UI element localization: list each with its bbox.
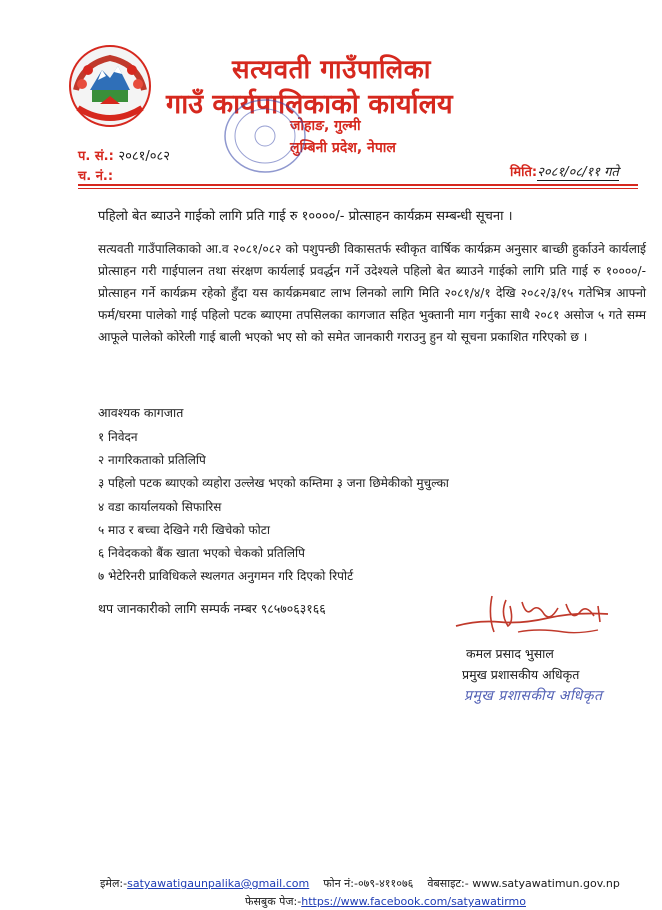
reference-label: प. सं.: — [78, 149, 114, 164]
reference-number — [78, 146, 170, 164]
header-divider-top — [78, 184, 638, 186]
documents-list — [98, 426, 449, 588]
address-line-2: लुम्बिनी प्रदेश, नेपाल — [290, 140, 396, 156]
reference-value: २०८१/०८२ — [118, 149, 171, 164]
signatory-stamp: प्रमुख प्रशासकीय अधिकृत — [464, 688, 603, 704]
office-stamp-icon — [222, 96, 308, 176]
notice-subject: पहिलो बेत ब्याउने गाईको लागि प्रति गाई रु १००००/- प्रोत्साहन कार्यक्रम सम्बन्धी सूचना । — [98, 209, 513, 224]
list-item: ४ वडा कार्यालयको सिफारिस — [98, 499, 222, 514]
notice-body: सत्यवती गाउँपालिकाको आ.व २०८१/०८२ को पशुपन्छी विकासतर्फ स्वीकृत वार्षिक कार्यक्रम अनुसार बाच्छी हुर्काउने कार्यलाई प्रोत्साहन गरी गाईपालन तथा संरक्षण कार्यलाई प्रवर्द्धन गर्ने उदेश्यले पहिलो बेत ब्याउने गाईको लागि प्रति गाई रु १००००/-प्रोत्साहन गर्ने कार्यक्रम रहेको हुँदा यस कार्यक्रमबाट लाभ लिनको लागि मिति २०८१/४/१ देखि २०८२/३/१५ गतेभित्र आफ्नो फर्म/घरमा पालेको गाई पहिलो पटक ब्याएमा तपसिलका कागजात सहित भुक्तानी माग गर्नुका साथै २०८१ असोज ५ गते सम्म आफूले पालेको कोरेली गाई बाली भएको भए सो को समेत जानकारी गराउनु हुन यो सूचना प्रकाशित गरिएको छ । — [98, 242, 646, 344]
list-item: ३ पहिलो पटक ब्याएको व्यहोरा उल्लेख भएको कम्तिमा ३ जना छिमेकीको मुचुल्का — [98, 476, 449, 491]
list-item: २ नागरिकताको प्रतिलिपि — [98, 453, 206, 468]
facebook-label: फेसबुक पेज:- — [245, 895, 302, 908]
email-link[interactable]: satyawatigaunpalika@gmail.com — [127, 877, 310, 890]
email-label: इमेल:- — [100, 877, 128, 890]
list-item: ७ भेटेरिनरी प्राविधिकले स्थलगत अनुगमन गरि दिएको रिपोर्ट — [98, 569, 354, 584]
letter-date — [510, 162, 619, 180]
office-name: गाउँ कार्यपालिकाको कार्यालय — [166, 89, 453, 120]
signature-icon — [448, 592, 618, 640]
nepal-emblem-icon — [68, 44, 152, 128]
footer-facebook — [245, 894, 526, 909]
website-text[interactable]: www.satyawatimun.gov.np — [472, 877, 620, 890]
contact-number: थप जानकारीको लागि सम्पर्क नम्बर ९८५७०६३१६६ — [98, 601, 326, 616]
signatory-title: प्रमुख प्रशासकीय अधिकृत — [462, 667, 580, 682]
documents-title: आवश्यक कागजात — [98, 405, 184, 420]
list-item: ५ माउ र बच्चा देखिने गरी खिचेको फोटा — [98, 522, 270, 537]
list-item: १ निवेदन — [98, 430, 138, 444]
list-item: ६ निवेदकको बैंक खाता भएको चेकको प्रतिलिपि — [98, 545, 305, 560]
footer-contact — [100, 876, 620, 891]
date-value: २०८१/०८/११ गते — [537, 165, 619, 180]
municipality-name: सत्यवती गाउँपालिका — [232, 55, 431, 85]
dispatch-number: च. नं.: — [78, 169, 114, 184]
address-line-1: जोहाङ, गुल्मी — [290, 118, 361, 134]
header-divider-bottom — [78, 188, 638, 189]
date-label: मिति: — [510, 165, 538, 180]
facebook-link[interactable]: https://www.facebook.com/satyawatirmo — [301, 895, 526, 908]
website-label: वेबसाइट:- — [427, 877, 469, 890]
phone-text: फोन नं:-०७९-४११०७६ — [323, 877, 414, 890]
signatory-name: कमल प्रसाद भुसाल — [466, 646, 554, 661]
